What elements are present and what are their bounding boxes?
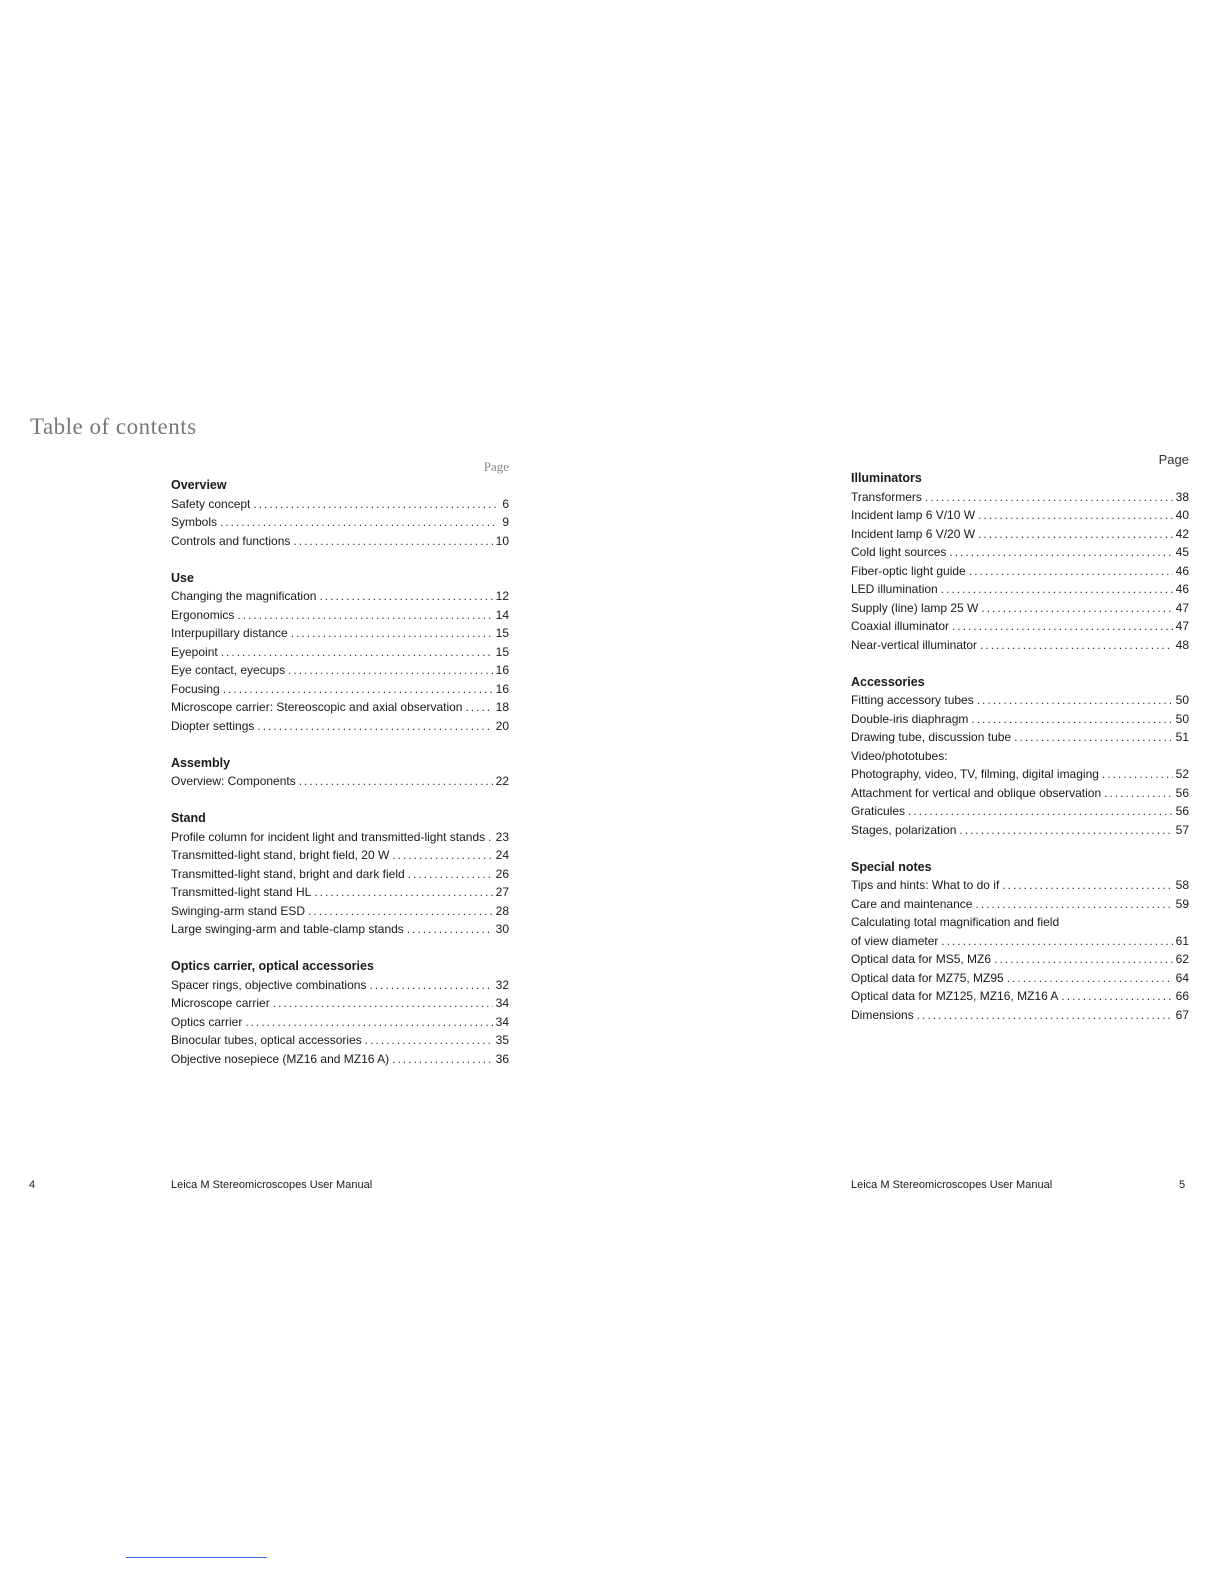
toc-entry-page: 14 [495, 607, 509, 622]
right-page-number: 5 [1179, 1179, 1186, 1191]
toc-entry [171, 883, 509, 902]
toc-entry-label: Optics carrier [171, 1014, 243, 1029]
toc-entry-label: Double-iris diaphragm [851, 711, 969, 726]
toc-entry-label: Dimensions [851, 1007, 914, 1022]
dot-leader [288, 661, 493, 680]
toc-entry-page: 59 [1175, 896, 1189, 911]
dot-leader [941, 580, 1173, 599]
toc-entry-page: 51 [1175, 730, 1189, 744]
toc-entry [851, 543, 1189, 562]
toc-entry-page: 66 [1175, 989, 1189, 1003]
dot-leader [977, 691, 1173, 710]
toc-entry [851, 710, 1189, 729]
toc-entry-page: 6 [502, 496, 509, 511]
toc-entry-label: Overview: Components [171, 774, 296, 788]
toc-entry-label: Diopter settings [171, 718, 255, 733]
toc-entry [171, 643, 509, 662]
toc-entry [171, 828, 509, 847]
toc-entry-label: Swinging-arm stand ESD [171, 903, 306, 918]
toc-entry-page: 9 [502, 515, 509, 529]
toc-entry-label: Eyepoint [171, 644, 218, 659]
toc-entry-label: Incident lamp 6 V/10 W [851, 508, 976, 522]
toc-entry [851, 895, 1189, 914]
left-footer-text: Leica M Stereomicroscopes User Manual [171, 1179, 373, 1191]
toc-entry-page: 10 [495, 533, 509, 548]
dot-leader [314, 883, 492, 902]
dot-leader [220, 513, 496, 532]
toc-entry-label: Interpupillary distance [171, 626, 288, 640]
toc-entry-label: Transformers [851, 489, 922, 504]
toc-entry-label: Drawing tube, discussion tube [851, 730, 1012, 744]
toc-entry-label: Attachment for vertical and oblique observation [851, 785, 1102, 800]
toc-entry-label: Spacer rings, objective combinations [171, 977, 367, 992]
dot-leader [969, 562, 1173, 581]
toc-entry-page: 47 [1175, 619, 1189, 633]
toc-entry-label: Binocular tubes, optical accessories [171, 1033, 362, 1047]
toc-entry-page: 32 [495, 977, 509, 992]
dot-leader [253, 495, 496, 514]
toc-entry-label: Transmitted-light stand HL [171, 885, 312, 899]
toc-entry-label: Fitting accessory tubes [851, 693, 974, 707]
toc-entry [851, 932, 1189, 951]
dot-leader [1007, 969, 1173, 988]
toc-entry-label: Care and maintenance [851, 896, 973, 911]
toc-entry-label: Graticules [851, 804, 906, 818]
right-footer-text: Leica M Stereomicroscopes User Manual [851, 1179, 1053, 1191]
toc-entry [851, 525, 1189, 544]
toc-entry-page: 23 [495, 829, 509, 844]
toc-entry-page: 26 [495, 866, 509, 881]
toc-entry-label: Transmitted-light stand, bright field, 20 W [171, 848, 390, 862]
toc-entry-label: Changing the magnification [171, 589, 317, 603]
toc-entry-label: of view diameter [851, 933, 939, 948]
dot-leader [273, 994, 493, 1013]
dot-leader [1014, 728, 1173, 747]
toc-entry-label: Optical data for MZ75, MZ95 [851, 970, 1004, 985]
toc-entry [171, 846, 509, 865]
dot-leader [237, 606, 492, 625]
dot-leader [978, 506, 1173, 525]
toc-entry-page: 50 [1175, 711, 1189, 726]
toc-entry-label: Transmitted-light stand, bright and dark field [171, 866, 405, 881]
toc-entry [171, 661, 509, 680]
toc-entry-label: Photography, video, TV, filming, digital imaging [851, 767, 1099, 781]
toc-entry [171, 624, 509, 643]
toc-entry-label: Supply (line) lamp 25 W [851, 600, 979, 615]
toc-entry-label: Profile column for incident light and transmitted-light stands [171, 829, 486, 844]
toc-entry-page: 50 [1175, 693, 1189, 707]
toc-entry-page: 64 [1175, 970, 1189, 985]
toc-section [171, 957, 509, 1068]
toc-entry [851, 506, 1189, 525]
toc-entry-page: 22 [495, 774, 509, 788]
toc-entry [851, 969, 1189, 988]
toc-entry-page: 27 [495, 885, 509, 899]
toc-entry [851, 784, 1189, 803]
dot-leader [908, 802, 1173, 821]
toc-entry [851, 876, 1189, 895]
toc-entry-page: 52 [1175, 767, 1189, 781]
toc-entry [851, 580, 1189, 599]
dot-leader [1104, 784, 1172, 803]
toc-entry-label: Video/phototubes: [851, 748, 948, 763]
toc-entry-page: 67 [1175, 1007, 1189, 1022]
dot-leader [917, 1006, 1173, 1025]
toc-entry [171, 772, 509, 791]
dot-leader [392, 1050, 493, 1069]
toc-entry-page: 45 [1175, 545, 1189, 559]
dot-leader [941, 932, 1172, 951]
dot-leader [408, 865, 493, 884]
section-title: Optics carrier, optical accessories [171, 959, 374, 973]
toc-entry [171, 1050, 509, 1069]
toc-left-column [171, 458, 509, 1087]
dot-leader [465, 698, 492, 717]
toc-entry [171, 532, 509, 551]
toc-entry-page: 20 [495, 718, 509, 733]
toc-entry-label: Optical data for MS5, MZ6 [851, 952, 992, 966]
toc-entry-page: 56 [1175, 785, 1189, 800]
toc-entry [851, 599, 1189, 618]
toc-entry-page: 47 [1175, 600, 1189, 615]
toc-entry-label: Calculating total magnification and field [851, 915, 1060, 929]
toc-entry-page: 12 [495, 589, 509, 603]
toc-sections [851, 469, 1189, 1024]
dot-leader [407, 920, 493, 939]
section-title: Overview [171, 478, 227, 492]
toc-entry-label: Optical data for MZ125, MZ16, MZ16 A [851, 989, 1059, 1003]
toc-entry [171, 495, 509, 514]
toc-entry-page: 56 [1175, 804, 1189, 818]
toc-entry [171, 865, 509, 884]
toc-entry-page: 40 [1175, 508, 1189, 522]
toc-entry [851, 562, 1189, 581]
dot-leader [245, 1013, 492, 1032]
toc-entry [851, 821, 1189, 840]
section-title: Use [171, 570, 194, 585]
toc-entry [171, 920, 509, 939]
dot-leader [223, 680, 493, 699]
toc-entry-page: 61 [1175, 933, 1189, 948]
page-column-heading: Page [1158, 452, 1189, 467]
toc-entry-label: Focusing [171, 681, 220, 696]
dot-leader [952, 617, 1173, 636]
section-title: Special notes [851, 859, 932, 874]
toc-entry [851, 802, 1189, 821]
dot-leader [291, 624, 493, 643]
toc-right-column [851, 451, 1189, 1043]
toc-entry [171, 902, 509, 921]
toc-entry-page: 36 [495, 1051, 509, 1066]
dot-leader [221, 643, 493, 662]
section-title: Accessories [851, 674, 925, 689]
dot-leader [925, 488, 1173, 507]
toc-entry-page: 34 [495, 996, 509, 1010]
toc-entry [171, 513, 509, 532]
toc-entry [851, 765, 1189, 784]
toc-entry [851, 987, 1189, 1006]
toc-entry-page: 34 [495, 1014, 509, 1029]
toc-entry-page: 38 [1175, 489, 1189, 504]
toc-entry-page: 42 [1175, 526, 1189, 541]
toc-entry-page: 62 [1175, 952, 1189, 966]
toc-entry-page: 18 [495, 700, 509, 714]
dot-leader [949, 543, 1172, 562]
toc-entry [171, 994, 509, 1013]
dot-leader [994, 950, 1173, 969]
toc-entry [851, 617, 1189, 636]
dot-leader [488, 828, 492, 847]
section-title: Assembly [171, 755, 231, 770]
dot-leader [299, 772, 493, 791]
toc-entry [171, 587, 509, 606]
section-title: Illuminators [851, 471, 922, 485]
toc-entry [171, 976, 509, 995]
toc-entry [851, 488, 1189, 507]
toc-entry-page: 30 [495, 922, 509, 936]
dot-leader [971, 710, 1172, 729]
toc-entry [851, 691, 1189, 710]
toc-entry [171, 698, 509, 717]
toc-entry [851, 950, 1189, 969]
toc-entry-label: Microscope carrier [171, 996, 270, 1010]
dot-leader [1061, 987, 1172, 1006]
toc-entry-page: 48 [1175, 637, 1189, 652]
dot-leader [365, 1031, 493, 1050]
toc-entry [851, 728, 1189, 747]
toc-entry-label: Tips and hints: What to do if [851, 878, 1000, 892]
toc-entry-label: Coaxial illuminator [851, 619, 950, 633]
toc-entry-page: 16 [495, 681, 509, 696]
toc-entry-label: Safety concept [171, 496, 251, 511]
toc-entry-label: Fiber-optic light guide [851, 563, 966, 578]
toc-entry [171, 606, 509, 625]
dot-leader [978, 525, 1173, 544]
toc-sections [171, 476, 509, 1068]
section-title: Stand [171, 811, 206, 825]
toc-entry [851, 1006, 1189, 1025]
toc-section [171, 754, 509, 791]
toc-entry-page: 24 [495, 848, 509, 862]
toc-entry [171, 680, 509, 699]
page-title: Table of contents [30, 414, 197, 439]
toc-entry-page: 28 [495, 903, 509, 918]
toc-entry [171, 1013, 509, 1032]
toc-entry-label: Objective nosepiece (MZ16 and MZ16 A) [171, 1051, 390, 1066]
toc-entry-page: 15 [495, 644, 509, 659]
toc-entry [851, 747, 1189, 766]
toc-entry-page: 15 [495, 626, 509, 640]
toc-entry [851, 913, 1189, 932]
decorative-line [126, 1557, 267, 1558]
toc-entry-label: Incident lamp 6 V/20 W [851, 526, 976, 541]
dot-leader [293, 532, 492, 551]
dot-leader [308, 902, 493, 921]
dot-leader [975, 895, 1172, 914]
dot-leader [257, 717, 492, 736]
toc-entry-page: 58 [1175, 878, 1189, 892]
toc-section [851, 673, 1189, 840]
dot-leader [392, 846, 492, 865]
toc-section [851, 469, 1189, 654]
toc-entry-label: Microscope carrier: Stereoscopic and axial observation [171, 700, 463, 714]
toc-section [851, 858, 1189, 1025]
toc-entry [851, 636, 1189, 655]
toc-entry-label: Symbols [171, 515, 218, 529]
toc-section [171, 476, 509, 550]
toc-entry-label: LED illumination [851, 582, 938, 596]
dot-leader [1002, 876, 1172, 895]
dot-leader [980, 636, 1173, 655]
page-column-heading: Page [483, 459, 509, 474]
dot-leader [1102, 765, 1173, 784]
toc-entry-label: Ergonomics [171, 607, 235, 622]
left-page-number: 4 [29, 1179, 36, 1191]
dot-leader [981, 599, 1172, 618]
dot-leader [369, 976, 492, 995]
toc-entry-page: 16 [495, 663, 509, 677]
toc-section [171, 809, 509, 939]
toc-entry-label: Eye contact, eyecups [171, 663, 286, 677]
toc-entry-page: 46 [1175, 563, 1189, 578]
toc-entry [171, 1031, 509, 1050]
toc-entry-page: 46 [1175, 582, 1189, 596]
toc-section [171, 569, 509, 736]
toc-entry [171, 717, 509, 736]
toc-entry-label: Near-vertical illuminator [851, 637, 978, 652]
toc-entry-label: Stages, polarization [851, 822, 957, 837]
dot-leader [319, 587, 492, 606]
toc-entry-label: Controls and functions [171, 533, 291, 548]
toc-entry-label: Large swinging-arm and table-clamp stands [171, 922, 404, 936]
toc-entry-page: 57 [1175, 822, 1189, 837]
dot-leader [959, 821, 1172, 840]
toc-entry-page: 35 [495, 1033, 509, 1047]
toc-entry-label: Cold light sources [851, 545, 947, 559]
